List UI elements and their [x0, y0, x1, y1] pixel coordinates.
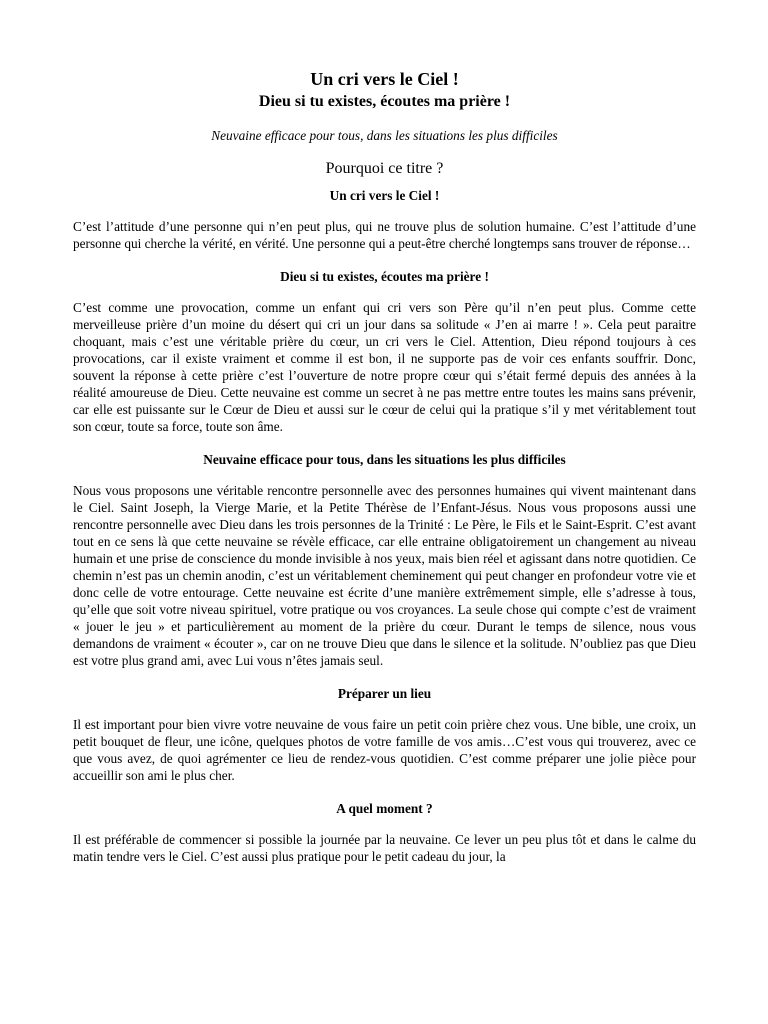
document-subtitle: Dieu si tu existes, écoutes ma prière !: [258, 93, 511, 110]
section-text-dieu: C’est comme une provocation, comme un enfant qui cri vers son Père qu’il n’en peut plus. Comme cette merveilleuse prière d’un moine du désert qui cri un jour dans sa solitude « J’en ai marre ! ». Cela peut paraitre choquant, mais c’est une véritable prière du cœur, un cri vers le Ciel. Attention, Dieu répond toujours à ces provocations, car il existe vraiment et comme il est bon, il ne supporte pas de voir ces enfants souffrir. Donc, souvent la réponse à cette prière c’est l’ouverture de notre propre cœur qui s’était fermé depuis des années à la réalité amoureuse de Dieu. Cette neuvaine est comme un secret à ne pas mettre entre toutes les mains sans prévenir, car elle est puissante sur le Cœur de Dieu et aussi sur le cœur de celui qui la pratique s’il y met véritablement tout son cœur, toute sa force, toute son âme.: [73, 300, 696, 434]
section-heading-cri: Un cri vers le Ciel !: [329, 188, 440, 203]
section-text-neuvaine: Nous vous proposons une véritable rencontre personnelle avec des personnes humaines qui vivent maintenant dans le Ciel. Saint Joseph, la Vierge Marie, et la Petite Thérèse de l’Enfant-Jésus. Nous vous proposons aussi une rencontre personnelle avec Dieu dans les trois personnes de la Trinité : Le Père, le Fils et le Saint-Esprit. C’est avant tout en ce sens là que cette neuvaine se révèle efficace, car elle entraine obligatoirement un changement au niveau humain et une prise de conscience du monde invisible à nos yeux, mais bien réel et agissant dans notre quotidien. Ce chemin n’est pas un chemin anodin, c’est un véritablement cheminement qui peut changer en profondeur votre vie et donc celle de votre entourage. Cette neuvaine est écrite d’une manière extrêmement simple, elle s’adresse à tous, qu’elle que soit votre niveau spirituel, votre pratique ou vos croyances. La seule chose qui compte c’est de vraiment « jouer le jeu » et particulièrement au moment de la prière du cœur. Durant le temps de silence, nous vous demandons de vraiment « écouter », car on ne trouve Dieu que dans le silence et la solitude. N’oubliez pas que Dieu est votre plus grand ami, avec Lui vous n’êtes jamais seul.: [73, 483, 696, 668]
section-question: Pourquoi ce titre ?: [325, 160, 444, 177]
section-heading-lieu: Préparer un lieu: [337, 686, 432, 701]
section-text-lieu: Il est important pour bien vivre votre neuvaine de vous faire un petit coin prière chez vous. Une bible, une croix, un petit bouquet de fleur, une icône, quelques photos de votre famille de vos amis…C’est vous qui trouverez, avec ce que vous avez, de quoi agrémenter ce lieu de rendez-vous quotidien. C’est comme préparer une jolie pièce pour accueillir son ami le plus cher.: [73, 717, 696, 783]
document-title: Un cri vers le Ciel !: [310, 69, 459, 89]
section-text-cri: C’est l’attitude d’une personne qui n’en peut plus, qui ne trouve plus de solution humaine. C’est l’attitude d’une personne qui cherche la vérité, en vérité. Une personne qui a peut-être cherché longtemps sans trouver de réponse…: [73, 219, 696, 251]
section-heading-neuvaine: Neuvaine efficace pour tous, dans les situations les plus difficiles: [203, 452, 566, 467]
section-heading-dieu: Dieu si tu existes, écoutes ma prière !: [280, 269, 489, 284]
document-tagline: Neuvaine efficace pour tous, dans les situations les plus difficiles: [211, 128, 558, 143]
section-text-moment: Il est préférable de commencer si possible la journée par la neuvaine. Ce lever un peu plus tôt et dans le calme du matin tendre vers le Ciel. C’est aussi plus pratique pour le petit cadeau du jour, la: [73, 832, 696, 864]
section-heading-moment: A quel moment ?: [336, 801, 433, 816]
